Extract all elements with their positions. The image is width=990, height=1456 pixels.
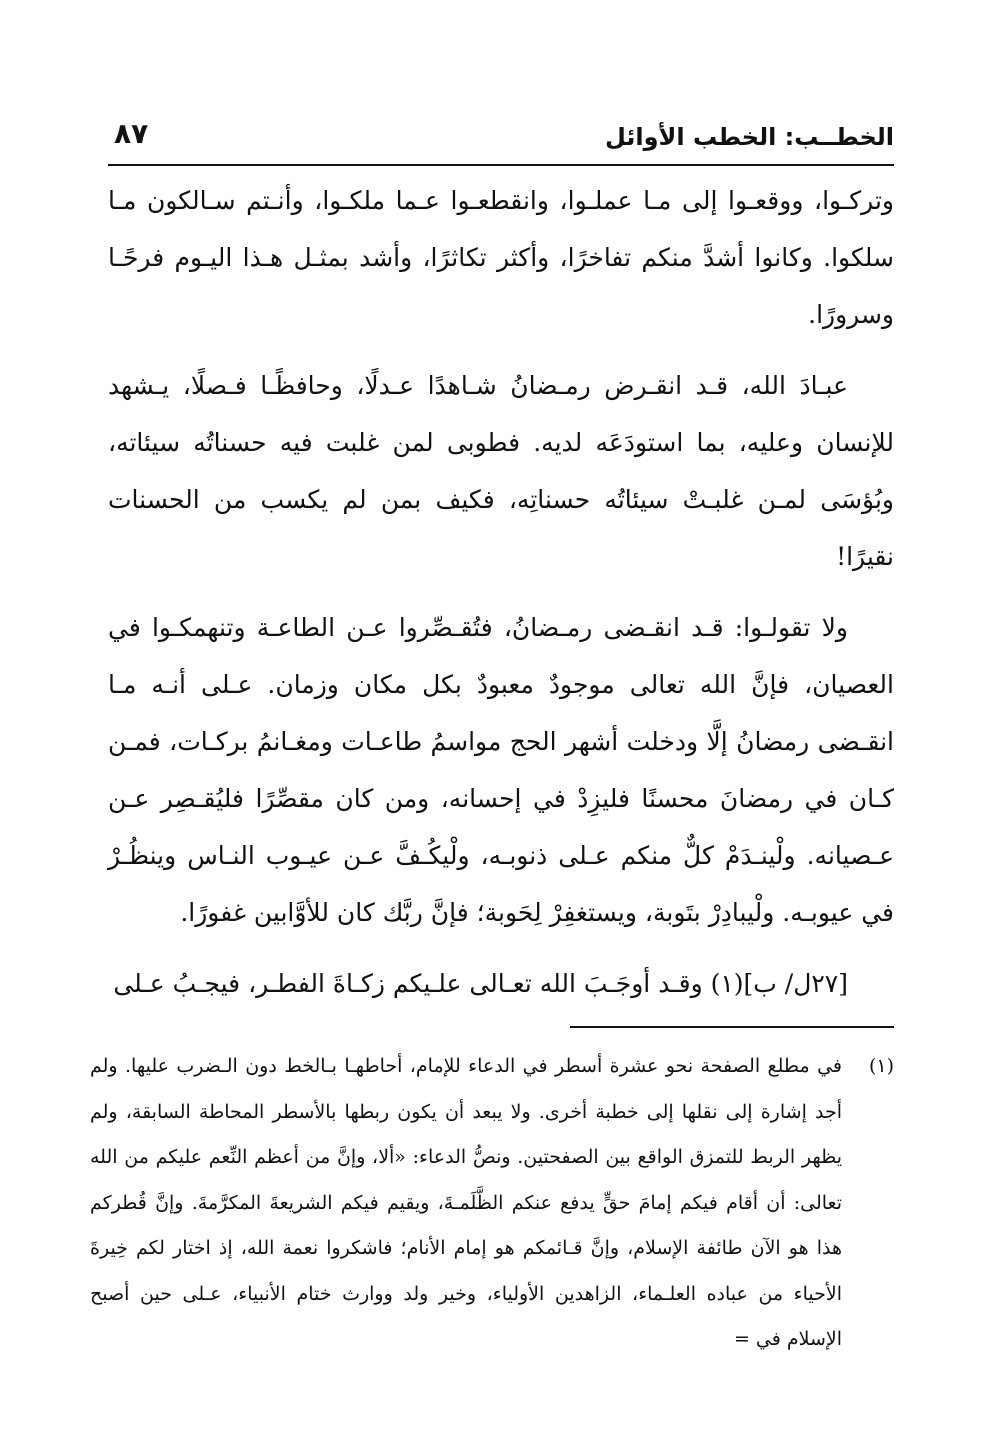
paragraph: ولا تقولـوا: قـد انقـضى رمـضانُ، فتُقـصِّروا عـن الطاعـة وتنهمكـوا في العصيان، فإنَّ الله تعالى موجودٌ معبودٌ بكل مكان وزمان. عـلى أنـه مـا انقـضى رمضانُ إلَّا ودخلت أشهر الحج مواسمُ طاعـات ومغـانمُ بركـات، فمـن كـان في رمضانَ محسنًا فليزِدْ في إحسانه، ومن كان مقصِّرًا فليُقـصِر عـن عـصيانه. ولْينـدَمْ كلٌّ منكم عـلى ذنوبـه، ولْيكُـفَّ عـن عيـوب النـاس وينظُـرْ في عيوبـه. ولْيبادِرْ بتَوبة، ويستغفِرْ لِحَوبة؛ فإنَّ ربَّك كان للأوَّابين غفورًا. [108,613,894,927]
running-title: الخطــب: الخطب الأوائل [604,123,894,151]
page-header [108,118,894,162]
footnote-marker: (١) [868,1055,894,1077]
paragraph: [٢٧ل/ ب](١) وقـد أوجَـبَ الله تعـالى علـيكم زكـاةَ الفطـر، فيجـبُ عـلى [113,969,848,998]
header-rule [108,164,894,166]
footnote-separator [570,1026,894,1028]
page-number: ٨٧ [114,117,149,150]
footnote [90,1044,894,1363]
footnotes [90,1044,894,1363]
main-text [108,172,894,1026]
paragraph: وتركـوا، ووقعـوا إلى مـا عملـوا، وانقطعـوا عـما ملكـوا، وأنـتم سـالكون مـا سلكوا. وكانوا أشدَّ منكم تفاخرًا، وأكثر تكاثرًا، وأشد بمثـل هـذا اليـوم فرحًـا وسرورًا. [108,186,894,329]
paragraph: عبـادَ الله، قـد انقـرض رمـضانُ شـاهدًا عـدلًا، وحافظًـا فـصلًا، يـشهد للإنسان وعليه، بما استودَعَه لديه. فطوبى لمن غلبت فيه حسناتُه سيئاته، وبُؤسَى لمـن غلبـتْ سيئاتُه حسناتِه، فكيف بمن لم يكسب من الحسنات نقيرًا! [108,371,894,571]
footnote-text: في مطلع الصفحة نحو عشرة أسطر في الدعاء للإمام، أحاطهـا بـالخط دون الـضرب عليها. ولم أجد إشارة إلى نقلها إلى خطبة أخرى. ولا يبعد أن يكون ربطها بالأسطر المحاطة السابقة، ولم يظهر الربط للتمزق الواقع بين الصفحتين. ونصُّ الدعاء: «ألا، وإنَّ من أعظم النِّعم عليكم من الله تعالى: أن أقام فيكم إمامَ حقٍّ يدفع عنكم الظَّلَمـةَ، ويقيم فيكم الشريعةَ المكرَّمةَ. وإنَّ قُطركم هذا هو الآن طائفة الإسلام، وإنَّ قـائمكم هو إمام الأنام؛ فاشكروا نعمة الله، إذ اختار لكم خِيرةَ الأحياء من عباده العلـماء، الزاهدين الأولياء، وخير ولد ووارث ختام الأنبياء، عـلى حين أصبح الإسلام في = [90,1055,842,1350]
